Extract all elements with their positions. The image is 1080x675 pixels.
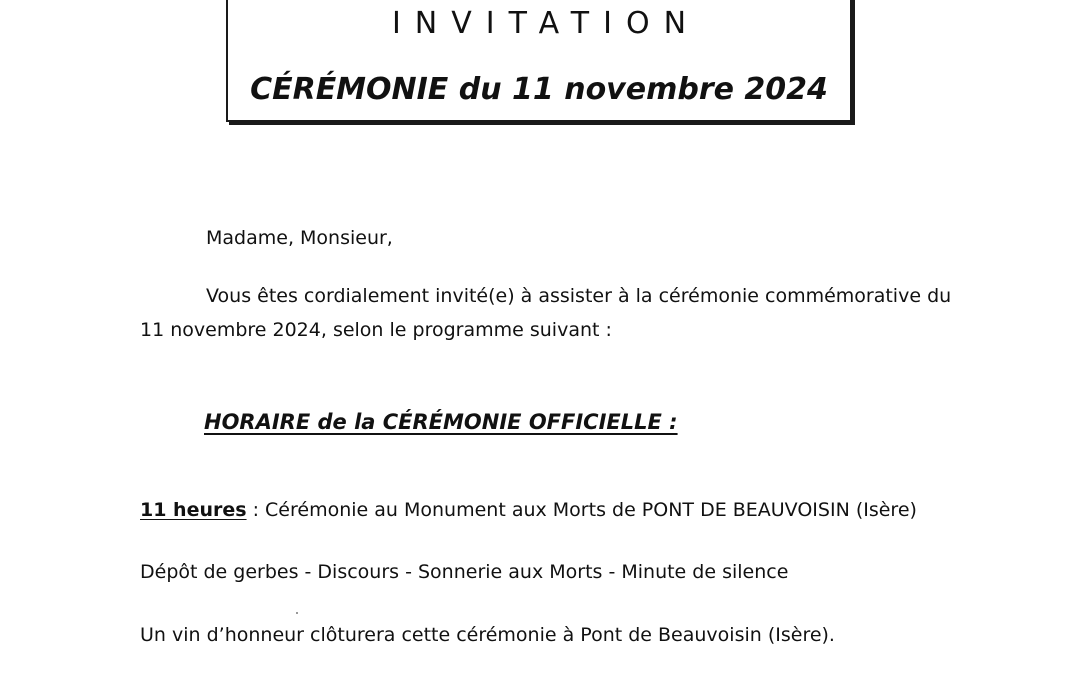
- invitation-title: INVITATION: [391, 6, 701, 41]
- schedule-event: : Cérémonie au Monument aux Morts de PONT DE BEAUVOISIN (Isère): [246, 499, 917, 521]
- ceremony-title: CÉRÉMONIE du 11 novembre 2024: [250, 72, 828, 107]
- program-details: Dépôt de gerbes - Discours - Sonnerie aux Morts - Minute de silence: [140, 561, 789, 583]
- paragraph-line-2: 11 novembre 2024, selon le programme suivant :: [140, 319, 612, 341]
- title-box: [226, 0, 852, 122]
- schedule-entry: [140, 498, 917, 522]
- salutation: Madame, Monsieur,: [206, 227, 393, 249]
- schedule-time: 11 heures: [140, 499, 247, 521]
- closing-line: Un vin d’honneur clôturera cette cérémonie à Pont de Beauvoisin (Isère).: [140, 624, 835, 646]
- paragraph-line-1: Vous êtes cordialement invité(e) à assister à la cérémonie commémorative du: [206, 285, 952, 307]
- scan-speck: [296, 612, 298, 614]
- schedule-heading: HORAIRE de la CÉRÉMONIE OFFICIELLE :: [204, 410, 678, 434]
